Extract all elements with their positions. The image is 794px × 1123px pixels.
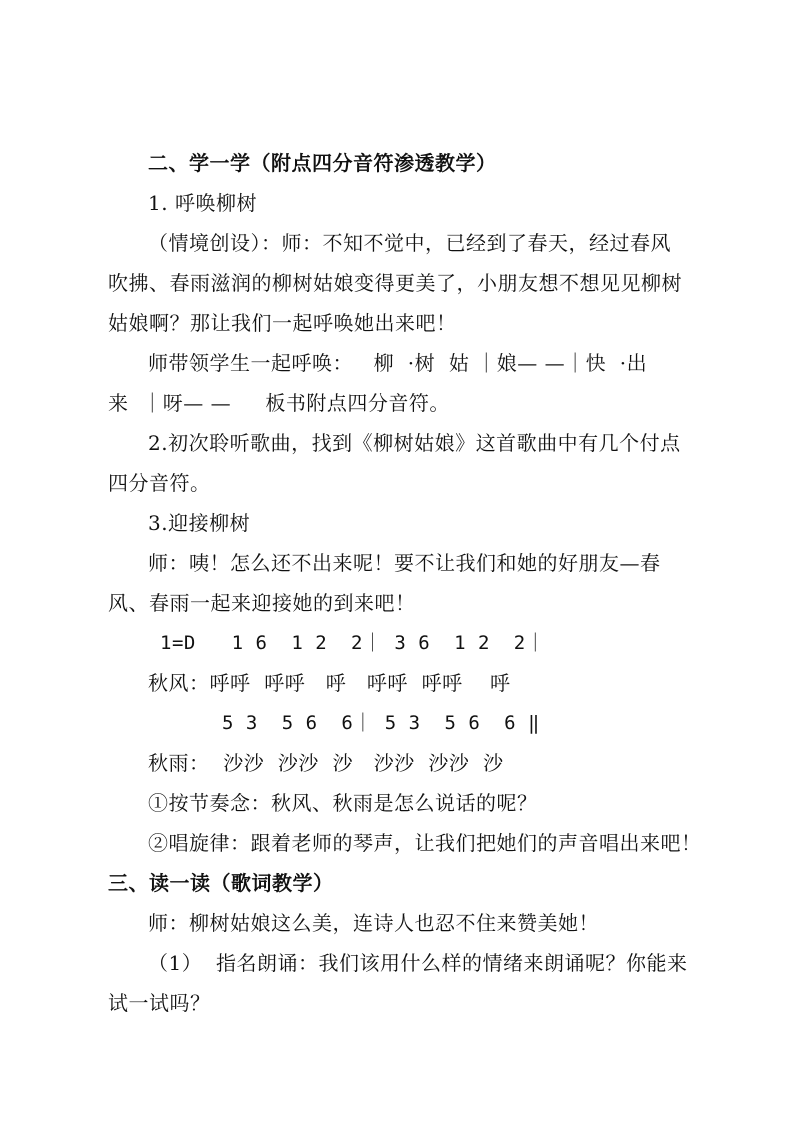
lyrics-line: 秋雨： 沙沙 沙沙 沙 沙沙 沙沙 沙 <box>148 751 504 775</box>
music-notation-line: 1=D 1 6 1 2 2｜ 3 6 1 2 2｜ <box>160 632 546 654</box>
paragraph-line: 来 ｜呀— — 板书附点四分音符。 <box>108 391 450 415</box>
paragraph-line: 四分音符。 <box>108 471 211 495</box>
lyrics-line: 秋风：呼呼 呼呼 呼 呼呼 呼呼 呼 <box>148 671 511 695</box>
paragraph-line: （1） 指名朗诵：我们该用什么样的情绪来朗诵呢？你能来 <box>148 951 688 975</box>
paragraph-line: 师：柳树姑娘这么美，连诗人也忍不住来赞美她！ <box>148 911 599 935</box>
paragraph-line: 风、春雨一起来迎接她的到来吧！ <box>108 591 416 615</box>
paragraph-line: 姑娘啊？那让我们一起呼唤她出来吧！ <box>108 311 457 335</box>
paragraph-line: 师：咦！怎么还不出来呢！要不让我们和她的好朋友—春 <box>148 551 661 575</box>
paragraph-line: （情境创设）：师：不知不觉中，已经到了春天，经过春风 <box>148 231 671 255</box>
paragraph-line: 吹拂、春雨滋润的柳树姑娘变得更美了，小朋友想不想见见柳树 <box>108 271 682 295</box>
paragraph-line: ②唱旋律：跟着老师的琴声，让我们把她们的声音唱出来吧！ <box>148 831 702 855</box>
paragraph-line: 2.初次聆听歌曲，找到《柳树姑娘》这首歌曲中有几个付点 <box>148 431 681 455</box>
subheading-call-willow: 1. 呼唤柳树 <box>148 191 257 215</box>
section-heading-read: 三、读一读（歌词教学） <box>108 871 334 895</box>
music-notation-line: 5 3 5 6 6｜ 5 3 5 6 6 ‖ <box>222 712 540 734</box>
subheading-welcome-willow: 3.迎接柳树 <box>148 511 251 535</box>
paragraph-line: ①按节奏念：秋风、秋雨是怎么说话的呢？ <box>148 791 538 815</box>
paragraph-line: 试一试吗？ <box>108 991 211 1015</box>
section-heading-learn: 二、学一学（附点四分音符渗透教学） <box>148 151 497 175</box>
paragraph-line: 师带领学生一起呼唤： 柳 ·树 姑 ｜娘— —｜快 ·出 <box>148 351 648 375</box>
